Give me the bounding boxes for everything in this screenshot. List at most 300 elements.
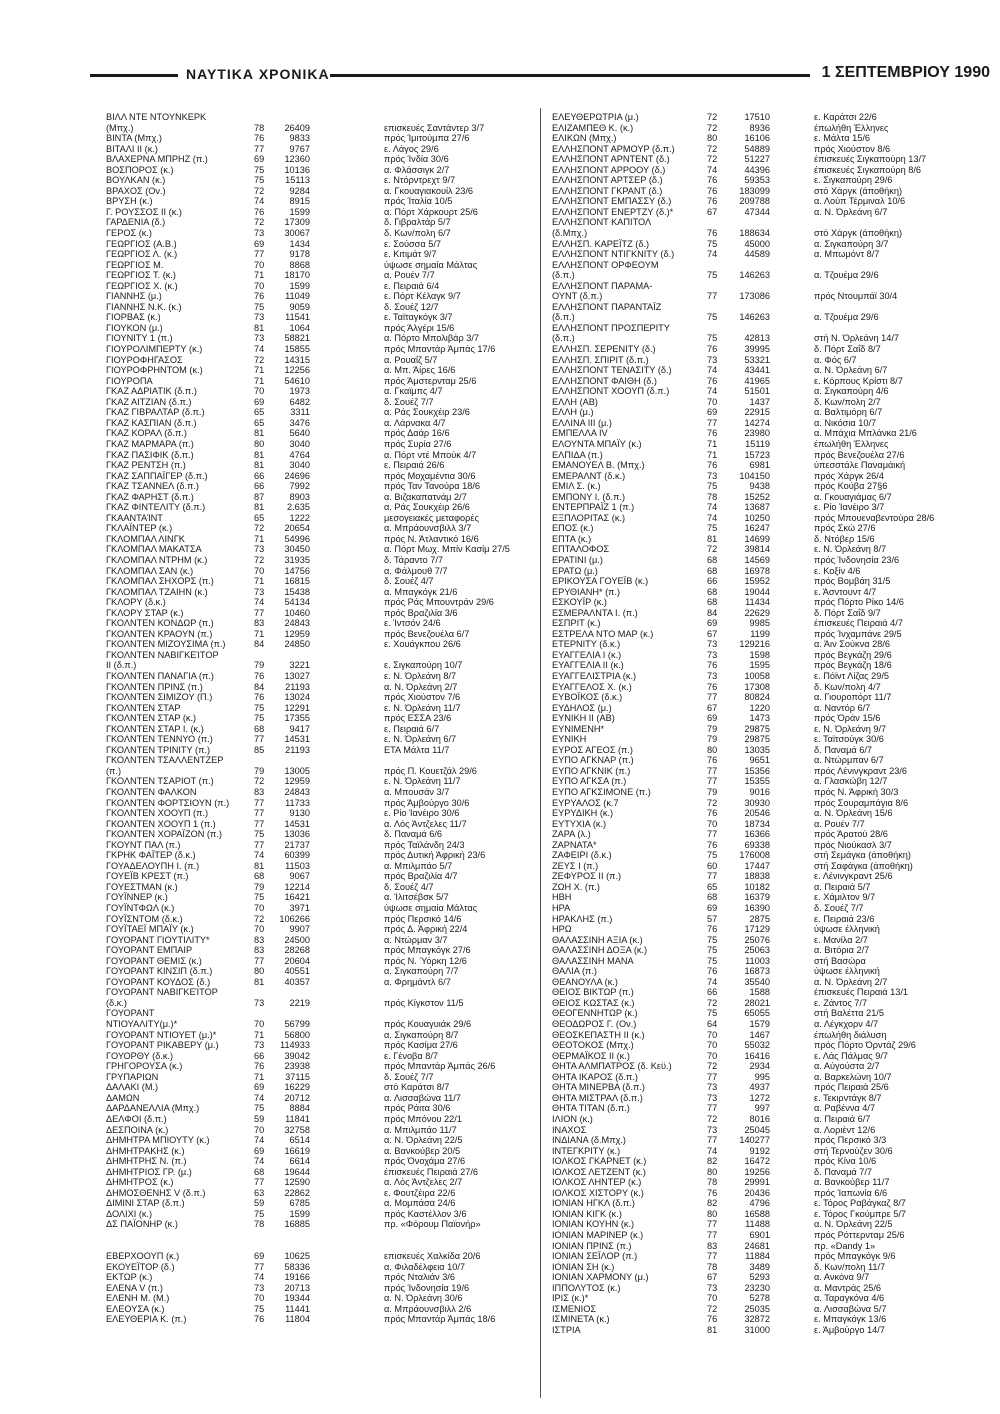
build-year: 72 [254,185,265,196]
ship-status: α. Ράς Σουκχέιρ 23/6 [384,407,470,418]
gross-tonnage: 24843 [284,787,310,797]
ship-status: α. Λοριέντ 12/6 [814,1124,876,1135]
build-year: 72 [254,217,265,228]
gross-tonnage: 21193 [285,681,310,692]
gross-tonnage: 6614 [289,1156,310,1167]
build-year: 69 [254,1145,265,1156]
ship-name: ΙΙ (δ.π.) [106,660,137,671]
gross-tonnage: 5278 [749,1293,770,1304]
build-year: 71 [254,1029,265,1040]
ship-status: ε. Σιγκαπούρη 29/6 [814,175,893,186]
build-year: 66 [254,1050,265,1061]
build-year: 66 [254,481,265,492]
ship-status: ε. Σούσσα 5/7 [384,238,441,249]
ship-name: ΘΕΙΟΣ ΒΙΚΤΩΡ (π.) [552,987,634,998]
build-year: 77 [254,1261,265,1272]
build-year: 72 [254,913,265,924]
build-year: 84 [254,639,265,650]
gross-tonnage: 3040 [289,460,310,471]
ship-name: ΓΚΑΖ ΓΙΒΡΑΛΤΑΡ (δ.π.) [106,407,205,418]
build-year: 70 [254,1019,265,1030]
ship-name: ΕΜΕΡΑΛΝΤ (δ.κ.) [552,470,626,481]
build-year: 73 [707,1282,718,1293]
gross-tonnage: 8903 [289,491,310,502]
build-year: 77 [707,291,718,302]
ship-status: α. Ν. Όρλεάνη 22/5 [384,1135,463,1146]
ship-name: ΕΤΕΡΝΙΤΥ (δ.κ.) [552,639,621,650]
ship-name: ΘΕΙΟΣ ΚΩΣΤΑΣ (κ.) [552,997,635,1008]
ship-status: πρός Ίταλία 10/5 [384,196,453,207]
gross-tonnage: 45000 [744,238,770,249]
build-year: 76 [707,460,718,471]
build-year: 76 [707,428,718,439]
ship-name: ΙΛΙΟΝ (κ.) [552,1113,593,1124]
ship-name: ΕΡΑΤΙΝΙ (μ.) [552,554,603,565]
build-year: 75 [254,829,265,840]
ship-status: πρός Πόρτο Ρίκο 14/6 [814,597,904,608]
gross-tonnage: 9651 [749,755,770,766]
ship-name: ΓΡΥΠΑΡΙΩΝ [106,1071,159,1082]
build-year: 73 [254,333,265,344]
gross-tonnage: 23938 [284,1061,310,1072]
ship-status: πρός Άμστερνταμ 25/6 [384,375,477,386]
ship-status: α. Μπάχια Μπλάνκα 21/6 [814,428,917,439]
ship-status: δ. Παναμά 7/7 [814,1166,873,1177]
ship-status: α. Άιν Σούκνα 28/6 [814,639,890,650]
ship-status: α. Ντώρμπαν 6/7 [814,755,884,766]
gross-tonnage: 17309 [284,217,310,228]
build-year: 75 [707,934,718,945]
ship-name: ΓΟΥΟΡΑΝΤ ΚΙΝΣΙΠ (δ.π.) [106,966,213,977]
gross-tonnage: 6981 [749,460,770,471]
ship-name: ΙΣΤΡΙΑ [552,1324,581,1335]
ship-status: πρός Βεγκάζη 29/6 [814,649,892,660]
gross-tonnage: 30067 [284,228,310,239]
gross-tonnage: 11003 [745,955,770,966]
build-year: 75 [254,1303,265,1314]
ship-name: ΕΥΔΗΛΟΣ (μ.) [552,702,612,713]
ship-status: α. Νικόσια 10/7 [814,417,877,428]
ship-name: ΓΟΥΪΣΝΤΟΜ (δ.κ.) [106,913,183,924]
build-year: 77 [707,1251,718,1262]
ship-status: ε. Ρίο Ίανέιρο 30/6 [384,808,460,819]
ship-status: πρός Δ. Άφρική 22/4 [384,924,468,935]
ship-status: στή Βαλέττα 21/5 [814,1008,884,1019]
build-year: 76 [707,375,718,386]
ship-name: ΓΚΑΖ ΠΑΣΙΦΙΚ (δ.π.) [106,449,194,460]
ship-status: πρός Νιούκασλ 3/7 [814,839,892,850]
ship-name: ΕΛΕΥΘΕΡΙΑ Κ. (π.) [106,1314,187,1325]
ship-name: ΕΥΝΙΚΗ [552,734,587,745]
build-year: 78 [254,122,265,133]
build-year: 77 [254,734,265,745]
gross-tonnage: 80824 [744,692,770,703]
build-year: 76 [707,185,718,196]
ship-status: ε. Ντόρντρεχτ 9/7 [384,175,456,186]
ship-name: ΗΡΑΚΛΗΣ (π.) [552,913,613,924]
ship-name: ΙΣΜΙΝΕΤΑ (κ.) [552,1314,610,1325]
build-year: 73 [254,312,265,323]
ship-name: ΓΚΑΖ ΤΣΑΝΝΕΛ (δ.π.) [106,481,199,492]
ship-status: ε. Τόρος Ραβάγκαζ 8/7 [814,1198,906,1209]
build-year: 81 [254,860,265,871]
gross-tonnage: 19256 [744,1166,770,1177]
build-year: 76 [254,206,265,217]
ship-status: πρός Κίνα 10/6 [814,1156,877,1167]
ship-status: δ. Πόρτ Σαΐδ 9/7 [814,607,881,618]
build-year: 69 [707,407,718,418]
ship-status: δ. Κων/πολη 11/7 [814,1261,886,1272]
ship-name: ΒΡΥΣΗ (κ.) [106,196,153,207]
build-year: 73 [254,1040,265,1051]
build-year: 64 [707,1019,718,1030]
build-year: 70 [254,280,265,291]
ship-name: ΕΝΤΕΡΠΡΑΪΖ 1 (π.) [552,502,635,513]
ship-name: ΓΡΗΓΟΡΟΥΣΑ (κ.) [106,1061,183,1072]
ship-name: ΙΟΝΙΑΝ ΣΕΪΛΟΡ (π.) [552,1251,638,1262]
build-year: 75 [707,945,718,956]
ship-name: (δ.π.) [552,333,575,344]
ship-status: α. Γκουαγιάμας 6/7 [814,491,892,502]
build-year: 73 [707,470,718,481]
build-year: 72 [707,997,718,1008]
ship-name: ΒΙΛΛ ΝΤΕ ΝΤΟΥΝΚΕΡΚ [106,112,207,122]
ship-status: πρός Ταν Τανούρα 18/6 [384,481,480,492]
gross-tonnage: 209788 [739,196,770,207]
build-year: 74 [254,196,265,207]
build-year: 69 [254,238,265,249]
gross-tonnage: 16815 [284,576,310,587]
build-year: 76 [254,692,265,703]
gross-tonnage: 58821 [284,333,310,344]
ship-status: έπισκευές Πειραιά 27/6 [384,1166,479,1177]
build-year: 76 [707,1314,718,1325]
ship-name: ΘΑΛΑΣΣΙΝΗ ΑΞΙΑ (κ.) [552,934,643,945]
gross-tonnage: 16390 [744,903,770,914]
build-year: 73 [707,649,718,660]
ship-status: α. Ανκόνα 9/7 [814,1272,870,1283]
gross-tonnage: 16379 [744,892,770,903]
gross-tonnage: 25035 [744,1303,770,1314]
ship-status: πρός Σκώ 27/6 [814,523,876,534]
ship-name: ΘΕΟΤΟΚΟΣ (Μπχ.) [552,1040,634,1051]
gross-tonnage: 18170 [284,270,310,281]
gross-tonnage: 1595 [749,660,770,671]
ship-name: ΙΟΝΙΑΝ ΠΡΙΝΣ (π.) [552,1240,632,1251]
ship-name: ΙΟΛΚΟΣ ΓΚΑΡΝΕΤ (κ.) [552,1156,647,1167]
build-year: 75 [707,1008,718,1019]
ship-name: ΟΥΝΤ (δ.π.) [552,291,603,302]
ship-name: ΓΙΟΥΝΙΤΥ 1 (π.) [106,333,173,344]
ship-status: α. Πόρτ Μωχ. Μπίν Κασίμ 27/5 [384,544,510,555]
ship-name: ΘΑΛΑΣΣΙΝΗ ΜΑΝΑ [552,955,634,966]
gross-tonnage: 1199 [750,628,770,639]
build-year: 74 [254,597,265,608]
ship-name: ΕΥΑΓΓΕΛΙΑ ΙΙ (κ.) [552,660,624,671]
gross-tonnage: 65055 [744,1008,770,1019]
build-year: 77 [707,417,718,428]
ship-status: δ. Κων/πολη 2/7 [814,396,881,407]
ship-name: ΕΛΙΚΩΝ (Μπχ.) [552,133,617,144]
gross-tonnage: 9016 [749,787,770,797]
gross-tonnage: 30930 [744,797,770,808]
ship-name: ΘΕΟΔΩΡΟΣ Γ. (Ον.) [552,1019,637,1030]
gross-tonnage: 11434 [745,597,770,608]
gross-tonnage: 24500 [284,934,310,945]
ship-status: α. Γιουροπόρτ 11/7 [814,692,892,703]
ship-status: α. Ν. Όρλεάνη 22/5 [814,1219,893,1230]
ship-status: α. Μπράουνσβιλλ 3/7 [384,523,472,534]
build-year: 75 [254,1208,265,1219]
ship-status: α. Βιζακαπατνάμ 2/7 [384,491,467,502]
build-year: 72 [707,1113,718,1124]
build-year: 77 [254,1177,265,1188]
ship-status: μεσογειακές μεταφορές [384,512,479,523]
ship-name: ΓΙΟΥΡΟΦΡΗΝΤΟΜ (κ.) [106,365,203,376]
build-year: 74 [254,1092,265,1103]
build-year: 80 [707,744,718,755]
ship-name: ΙΣΜΕΝΙΟΣ [552,1303,597,1314]
build-year: 69 [254,154,265,165]
build-year: 76 [707,1187,718,1198]
ship-name: ΕΡΑΤΩ (μ.) [552,565,598,576]
gross-tonnage: 37115 [285,1071,310,1082]
ship-name: ΓΚΟΛΝΤΕΝ ΣΤΑΡ (κ.) [106,713,197,724]
gross-tonnage: 14531 [284,734,310,745]
ship-status: α. Μπωμόντ 8/7 [814,249,880,260]
ship-status: επισκευές Χαλκίδα 20/6 [384,1251,481,1262]
build-year: 63 [254,1187,265,1198]
ship-name: ΕΣΜΕΡΑΛΝΤΑ Ι. (π.) [552,607,638,618]
ship-name: ΘΕΟΣΚΕΠΑΣΤΗ ΙΙ (κ.) [552,1029,645,1040]
ship-status: πρός Βραζιλία 4/7 [384,871,458,882]
ship-status: πρός ΕΣΣΑ 23/6 [384,713,452,724]
build-year: 74 [707,365,718,376]
ship-status: πρ. «Φόρουμ Παϊονήρ» [384,1219,481,1230]
build-year: 73 [707,1124,718,1135]
ship-status: πρός Π. Κουετζάλ 29/6 [384,765,477,776]
ship-status: α. Ρουαΐζ 5/7 [384,354,438,365]
page-header [90,62,990,92]
ship-status: πρός Ίμιτούμπα 27/6 [384,133,470,144]
gross-tonnage: 23980 [744,428,770,439]
ship-status: α. Γκαϊμπς 4/7 [384,386,443,397]
ship-name: ΗΡΩ [552,924,572,935]
gross-tonnage: 14531 [284,818,310,829]
ship-status: δ. Σουέζ 7/7 [814,903,864,914]
build-year: 74 [254,1156,265,1167]
gross-tonnage: 30450 [284,544,310,555]
ship-status: έπισκευές Πειραιά 13/1 [814,987,909,998]
gross-tonnage: 54134 [284,597,310,608]
ship-name: ΕΚΤΩΡ (κ.) [106,1272,153,1283]
gross-tonnage: 12256 [284,365,310,376]
ship-name: ΓΟΥΟΡΑΝΤ ΓΙΟΥΤΙΛΙΤΥ* [106,934,210,945]
build-year: 77 [254,249,265,260]
build-year: 83 [707,1240,718,1251]
ship-status: α. Ν. Όρλεάνη 6/7 [814,206,888,217]
ship-status: α. Ρουέν 7/7 [814,818,865,829]
gross-tonnage: 25045 [744,1124,770,1135]
build-year: 70 [707,1029,718,1040]
build-year: 75 [707,333,718,344]
ship-name: ΕΥΑΓΓΕΛΟΣ Χ. (κ.) [552,681,632,692]
build-year: 76 [707,660,718,671]
ship-name: ΕΛΛΗΣΠΟΝΤ ΑΡΜΟΥΡ (δ.π.) [552,143,675,154]
ship-name: ΒΟΣΠΟΡΟΣ (κ.) [106,164,174,175]
ship-status: α. Ν. Όρλεάνη 15/6 [814,808,893,819]
ship-status: ε. Χουάγκπου 26/6 [384,639,461,650]
gross-tonnage: 13027 [284,670,310,681]
ship-name: ΒΙΝΤΑ (Μπχ.) [106,133,162,144]
gross-tonnage: 9985 [749,618,770,629]
build-year: 71 [254,1071,265,1082]
ship-name: ΖΑΦΕΙΡΙ (δ.κ.) [552,850,612,861]
build-year: 83 [254,787,265,797]
gross-tonnage: 19166 [284,1272,310,1283]
ship-name: ΕΛΟΥΝΤΑ ΜΠΑΪΥ (κ.) [552,438,642,449]
ship-name: ΓΟΥΟΡΑΝΤ ΚΟΥΔΟΣ (δ.) [106,976,211,987]
build-year: 79 [254,660,265,671]
ship-status: α. Μομπάσα 24/6 [384,1198,456,1209]
ship-name: ΕΛΛΗΣΠΟΝΤ ΑΡΤΣΕΡ (δ.) [552,175,663,186]
ship-name: ΓΟΥΪΝΤΦΩΛ (κ.) [106,903,175,914]
gross-tonnage: 16247 [744,523,770,534]
gross-tonnage: 14756 [284,565,310,576]
gross-tonnage: 183099 [739,185,770,196]
build-year: 65 [254,512,265,523]
build-year: 77 [707,829,718,840]
ship-name: ΙΟΝΙΑΝ ΗΓΚΛ (δ.π.) [552,1198,635,1209]
ship-name: ΓΑΡΔΕΝΙΑ (δ.) [106,217,166,228]
ship-name: ΕΣΤΡΕΛΑ ΝΤΟ ΜΑΡ (κ.) [552,628,654,639]
ship-name: ΘΗΤΑ ΜΙΣΤΡΑΛ (δ.π.) [552,1092,643,1103]
ship-status: δ. Τάραντο 7/7 [384,554,444,565]
gross-tonnage: 173086 [739,291,770,302]
gross-tonnage: 31000 [744,1324,770,1335]
build-year: 79 [707,723,718,734]
gross-tonnage: 13036 [284,829,310,840]
gross-tonnage: 56799 [284,1019,310,1030]
ship-status: α. Τζουέμα 29/6 [814,312,879,323]
ship-status: δ. Σουέζ 4/7 [384,576,434,587]
ship-status: δ. Κων/πολη 4/7 [814,681,881,692]
ship-status: στό Χάργκ (άποθήκη) [814,185,903,196]
gross-tonnage: 20713 [284,1282,310,1293]
ship-name: ΕΛΛΗΣΠ. ΣΕΡΕΝΙΤΥ (δ.) [552,344,656,355]
build-year: 71 [254,365,265,376]
ship-name: ΓΚΟΛΝΤΕΝ ΚΡΑΟΥΝ (π.) [106,628,213,639]
ship-name: ΕΥΡΥΔΙΚΗ (κ.) [552,808,614,819]
build-year: 87 [254,491,265,502]
ship-status: πρός Ίνδονησία 23/6 [814,554,900,565]
gross-tonnage: 54889 [744,143,770,154]
ship-name: ΙΝΔΙΑΝΑ (δ.Μπχ.) [552,1135,626,1146]
gross-tonnage: 40357 [284,976,310,987]
gross-tonnage: 6785 [289,1198,310,1209]
gross-tonnage: 11804 [285,1314,310,1325]
header-rule-right [330,74,810,77]
ship-status: πρός Ντουμπάϊ 30/4 [814,291,898,302]
gross-tonnage: 20546 [744,808,770,819]
build-year: 70 [254,924,265,935]
ship-status: πρός Περσικό 14/6 [384,913,462,924]
gross-tonnage: 1598 [749,649,770,660]
ship-name: ΕΜΑΝΟΥΕΛ Β. (Μπχ.) [552,460,645,471]
gross-tonnage: 51501 [744,386,770,397]
gross-tonnage: 4796 [749,1198,770,1209]
ship-name: ΓΚΛΟΜΠΑΛ ΣΗΧΟΡΣ (π.) [106,576,214,587]
build-year: 76 [707,966,718,977]
gross-tonnage: 7992 [289,481,310,492]
ship-name: ΕΛΛΗΣΠΟΝΤ ΑΡΡΟΟΥ (δ.) [552,164,666,175]
build-year: 72 [707,1061,718,1072]
build-year: 73 [254,997,265,1008]
gross-tonnage: 25063 [744,945,770,956]
gross-tonnage: 43441 [744,365,770,376]
build-year: 80 [707,1166,718,1177]
ship-name: ΓΚΑΖ ΚΑΣΠΙΑΝ (δ.π.) [106,417,197,428]
ship-status: α. Σιγκαπούρη 8/7 [384,1029,459,1040]
ship-status: ύψωσε έλληνική [814,924,880,935]
ship-name: ΕΛΛΗΣΠΟΝΤ ΟΡΦΕΟΥΜ [552,259,659,270]
ship-name: ΕΠΟΣ (κ.) [552,523,594,534]
gross-tonnage: 9067 [289,871,310,882]
ship-status: α. Φρημάντλ 6/7 [384,976,451,987]
build-year: 73 [254,228,265,239]
ship-name: ΔΗΜΗΤΡΗΣ Ν. (π.) [106,1156,187,1167]
build-year: 59 [254,1113,265,1124]
ship-name: ΓΚΟΛΝΤΕΝ ΧΟΡΑΪΖΟΝ (π.) [106,829,222,840]
build-year: 76 [707,755,718,766]
ship-name: ΔΙΜΙΝΙ ΣΤΑΡ (δ.π.) [106,1198,185,1209]
ship-status: α. Βανκούβερ 20/5 [384,1145,461,1156]
ship-status: α. Φός 6/7 [814,354,857,365]
gross-tonnage: 54610 [284,375,310,386]
ship-status: πρός Χιούστον 8/6 [814,143,891,154]
build-year: 77 [707,871,718,882]
gross-tonnage: 21193 [285,744,310,755]
build-year: 65 [254,407,265,418]
ship-name: ΓΚΟΛΝΤΕΝ ΧΟΟΥΠ (π.) [106,808,209,819]
ship-status: πρός Ταϊλάνδη 24/3 [384,839,465,850]
build-year: 78 [254,1219,265,1230]
build-year: 74 [707,976,718,987]
build-year: 71 [254,576,265,587]
ship-status: ε. Μανίλα 2/7 [814,934,868,945]
gross-tonnage: 55032 [744,1040,770,1051]
ship-name: ΕΛΛΗΣΠΟΝΤ ΓΚΡΑΝΤ (δ.) [552,185,663,196]
ship-name: ΔΕΛΦΟΙ (δ.π.) [106,1113,167,1124]
build-year: 65 [254,417,265,428]
gross-tonnage: 6901 [749,1229,770,1240]
ship-status: πρός Περσικό 3/3 [814,1135,887,1146]
gross-tonnage: 10460 [284,607,310,618]
ship-name: ΖΑΡΝΑΤΑ* [552,839,597,850]
build-year: 71 [254,533,265,544]
ship-status: α. Βαρκελώνη 10/7 [814,1071,892,1082]
gross-tonnage: 16366 [744,829,770,840]
gross-tonnage: 1579 [749,1019,770,1030]
ship-status: α. Ν. Όρλεάνη 30/6 [384,1293,463,1304]
ship-status: πρός Μπαντάρ Άμπάς 26/6 [384,1061,496,1072]
gross-tonnage: 16472 [744,1156,770,1167]
gross-tonnage: 997 [754,1103,770,1114]
gross-tonnage: 39042 [284,1050,310,1061]
build-year: 77 [254,607,265,618]
build-year: 80 [254,966,265,977]
gross-tonnage: 10182 [744,881,770,892]
